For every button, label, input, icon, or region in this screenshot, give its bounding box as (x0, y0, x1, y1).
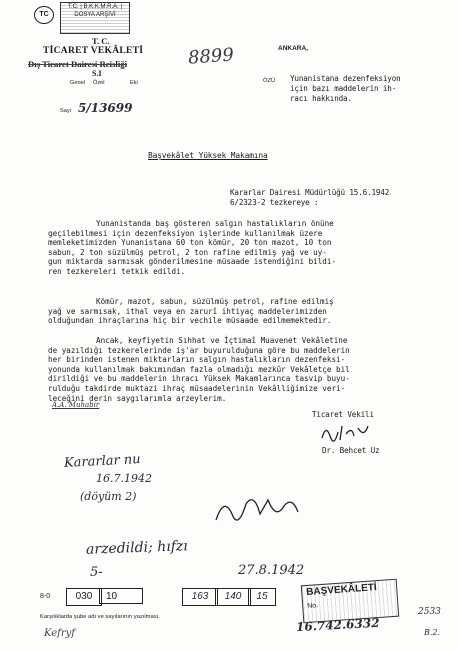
addressee: Başvekâlet Yüksek Makamına (148, 151, 268, 160)
handwritten-date: 27.8.1942 (238, 563, 305, 578)
receipt-stamp-title: BAŞVEKÂLETİ (305, 582, 378, 599)
si-code: S.I (92, 69, 102, 78)
footer-note: Karşılıklarda şube adı ve sayılarının yazılması. (40, 614, 160, 620)
archive-stamp-text: T.C. | B.K.K.M.R.A. | DOSYA ARŞİVİ (67, 4, 123, 18)
handwritten-receipt-number: 16.742.6332 (295, 615, 380, 635)
body-line: de yazıldığı tezkerelerinde iş'ar buyurulduğuna göre bu maddelerin (48, 345, 350, 355)
handwritten-bottom-left: Kefryf (44, 628, 75, 639)
handwritten-right-number: 2533 (418, 607, 441, 617)
signature-mark (318, 420, 372, 444)
classification-box: 140 (215, 588, 251, 606)
body-line: Yunanistanda baş gösteren salgın hastalıkların önüne (96, 219, 334, 228)
tc-heading: T. C. (92, 36, 110, 46)
handwritten-note: (döyüm 2) (80, 490, 137, 503)
body-paragraph (48, 336, 420, 403)
city-label: ANKARA, (278, 45, 308, 52)
classification-box: 163 (182, 588, 218, 606)
body-line: memleketimizden Yunanistana 60 ton kömür, 20 ton mazot, 10 ton (48, 238, 332, 248)
body-line: olduğundan ihraçlarına hiç bir vechile müsaade edilmemektedir. (48, 316, 332, 326)
ministry-name: TİCARET VEKÂLETİ (43, 46, 144, 56)
body-line: leceğini derin saygılarımla arzeylerim. (48, 393, 227, 403)
classification-box: 030 (66, 588, 102, 606)
sayi-value: 5/13699 (78, 101, 133, 115)
reference-line: 6/2323-2 tezkereye : (230, 198, 319, 207)
body-line: rulduğu takdirde muktazi ihraç müsaadelerinin Vekâlliğimize veri- (48, 383, 346, 393)
ek-label: Eki (130, 80, 138, 86)
body-paragraph (48, 297, 420, 326)
archive-stamp (60, 2, 130, 34)
signatory-title: Ticaret Vekili (312, 410, 374, 419)
classification-box: 10 (99, 588, 143, 604)
ozel-label: Özel (93, 80, 105, 86)
body-line: sabun, 2 ton süzülmüş petrol, 2 ton rafine edilmiş yağ ve uy- (48, 247, 327, 257)
body-line: dirildiği ve bu maddelerin ihracı Yüksek Makamlarınca tasvip buyu- (48, 374, 350, 384)
subject-line: racı hakkında. (290, 94, 352, 103)
body-line: yonunda kullanılmak bakımından fazla olmadığı mezkûr Vekâletçe bil (48, 364, 350, 374)
handwritten-top-number: 8899 (187, 44, 235, 69)
handwritten-arzedildi: arzedildi; hıfzı (85, 538, 189, 558)
department-name: Dış Ticaret Dairesi Reisliği (28, 59, 128, 69)
body-line: Kömür, mazot, sabun, süzülmüş petrol, rafine edilmiş (96, 297, 334, 306)
signatory-name: Dr. Behcet Uz (322, 446, 380, 455)
body-line: yağ ve sarmısak, ithal veya en zarurî ihtiyaç maddelerimizden (48, 306, 327, 316)
body-line: her birinden istenen miktarların salgın hastalıkların dezenfeksi- (48, 355, 346, 365)
reference-line: Kararlar Dairesi Müdürlüğü 15.6.1942 (230, 188, 390, 197)
subject-line: Yunanistana dezenfeksiyon (290, 74, 401, 83)
receipt-stamp-no: No. (307, 602, 319, 610)
handwritten-date: 16.7.1942 (96, 472, 152, 485)
body-line: ren tezkereleri tetkik edildi. (48, 266, 186, 276)
large-signature-mark (210, 490, 302, 534)
footer-code: 8-0 (40, 593, 51, 600)
subject-line: için bazı maddelerin ih- (290, 84, 397, 93)
emblem-logo: TC (34, 6, 54, 24)
handwritten-initials: A.A. Muhabir (52, 401, 100, 409)
genel-label: Genel (70, 80, 85, 86)
classification-box: 15 (248, 588, 276, 606)
subject-label: ÖZÜ (263, 78, 276, 84)
handwritten-bottom-right: B.2. (424, 628, 441, 637)
body-line: geçilebilmesi için dezenfeksiyon işlerinde kullanılmak üzere (48, 228, 323, 238)
body-paragraph (48, 219, 420, 277)
handwritten-note: Kararlar nu (63, 452, 141, 471)
handwritten-prefix: 5- (90, 565, 103, 580)
body-line: gun miktarda sarmısak gönderilmesine müsaade istendiğini bildi- (48, 257, 337, 267)
sayi-label: Sayı (60, 108, 72, 114)
body-line: Ancak, keyfiyetin Sıhhat ve İçtimaî Muavenet Vekâletine (96, 336, 348, 345)
